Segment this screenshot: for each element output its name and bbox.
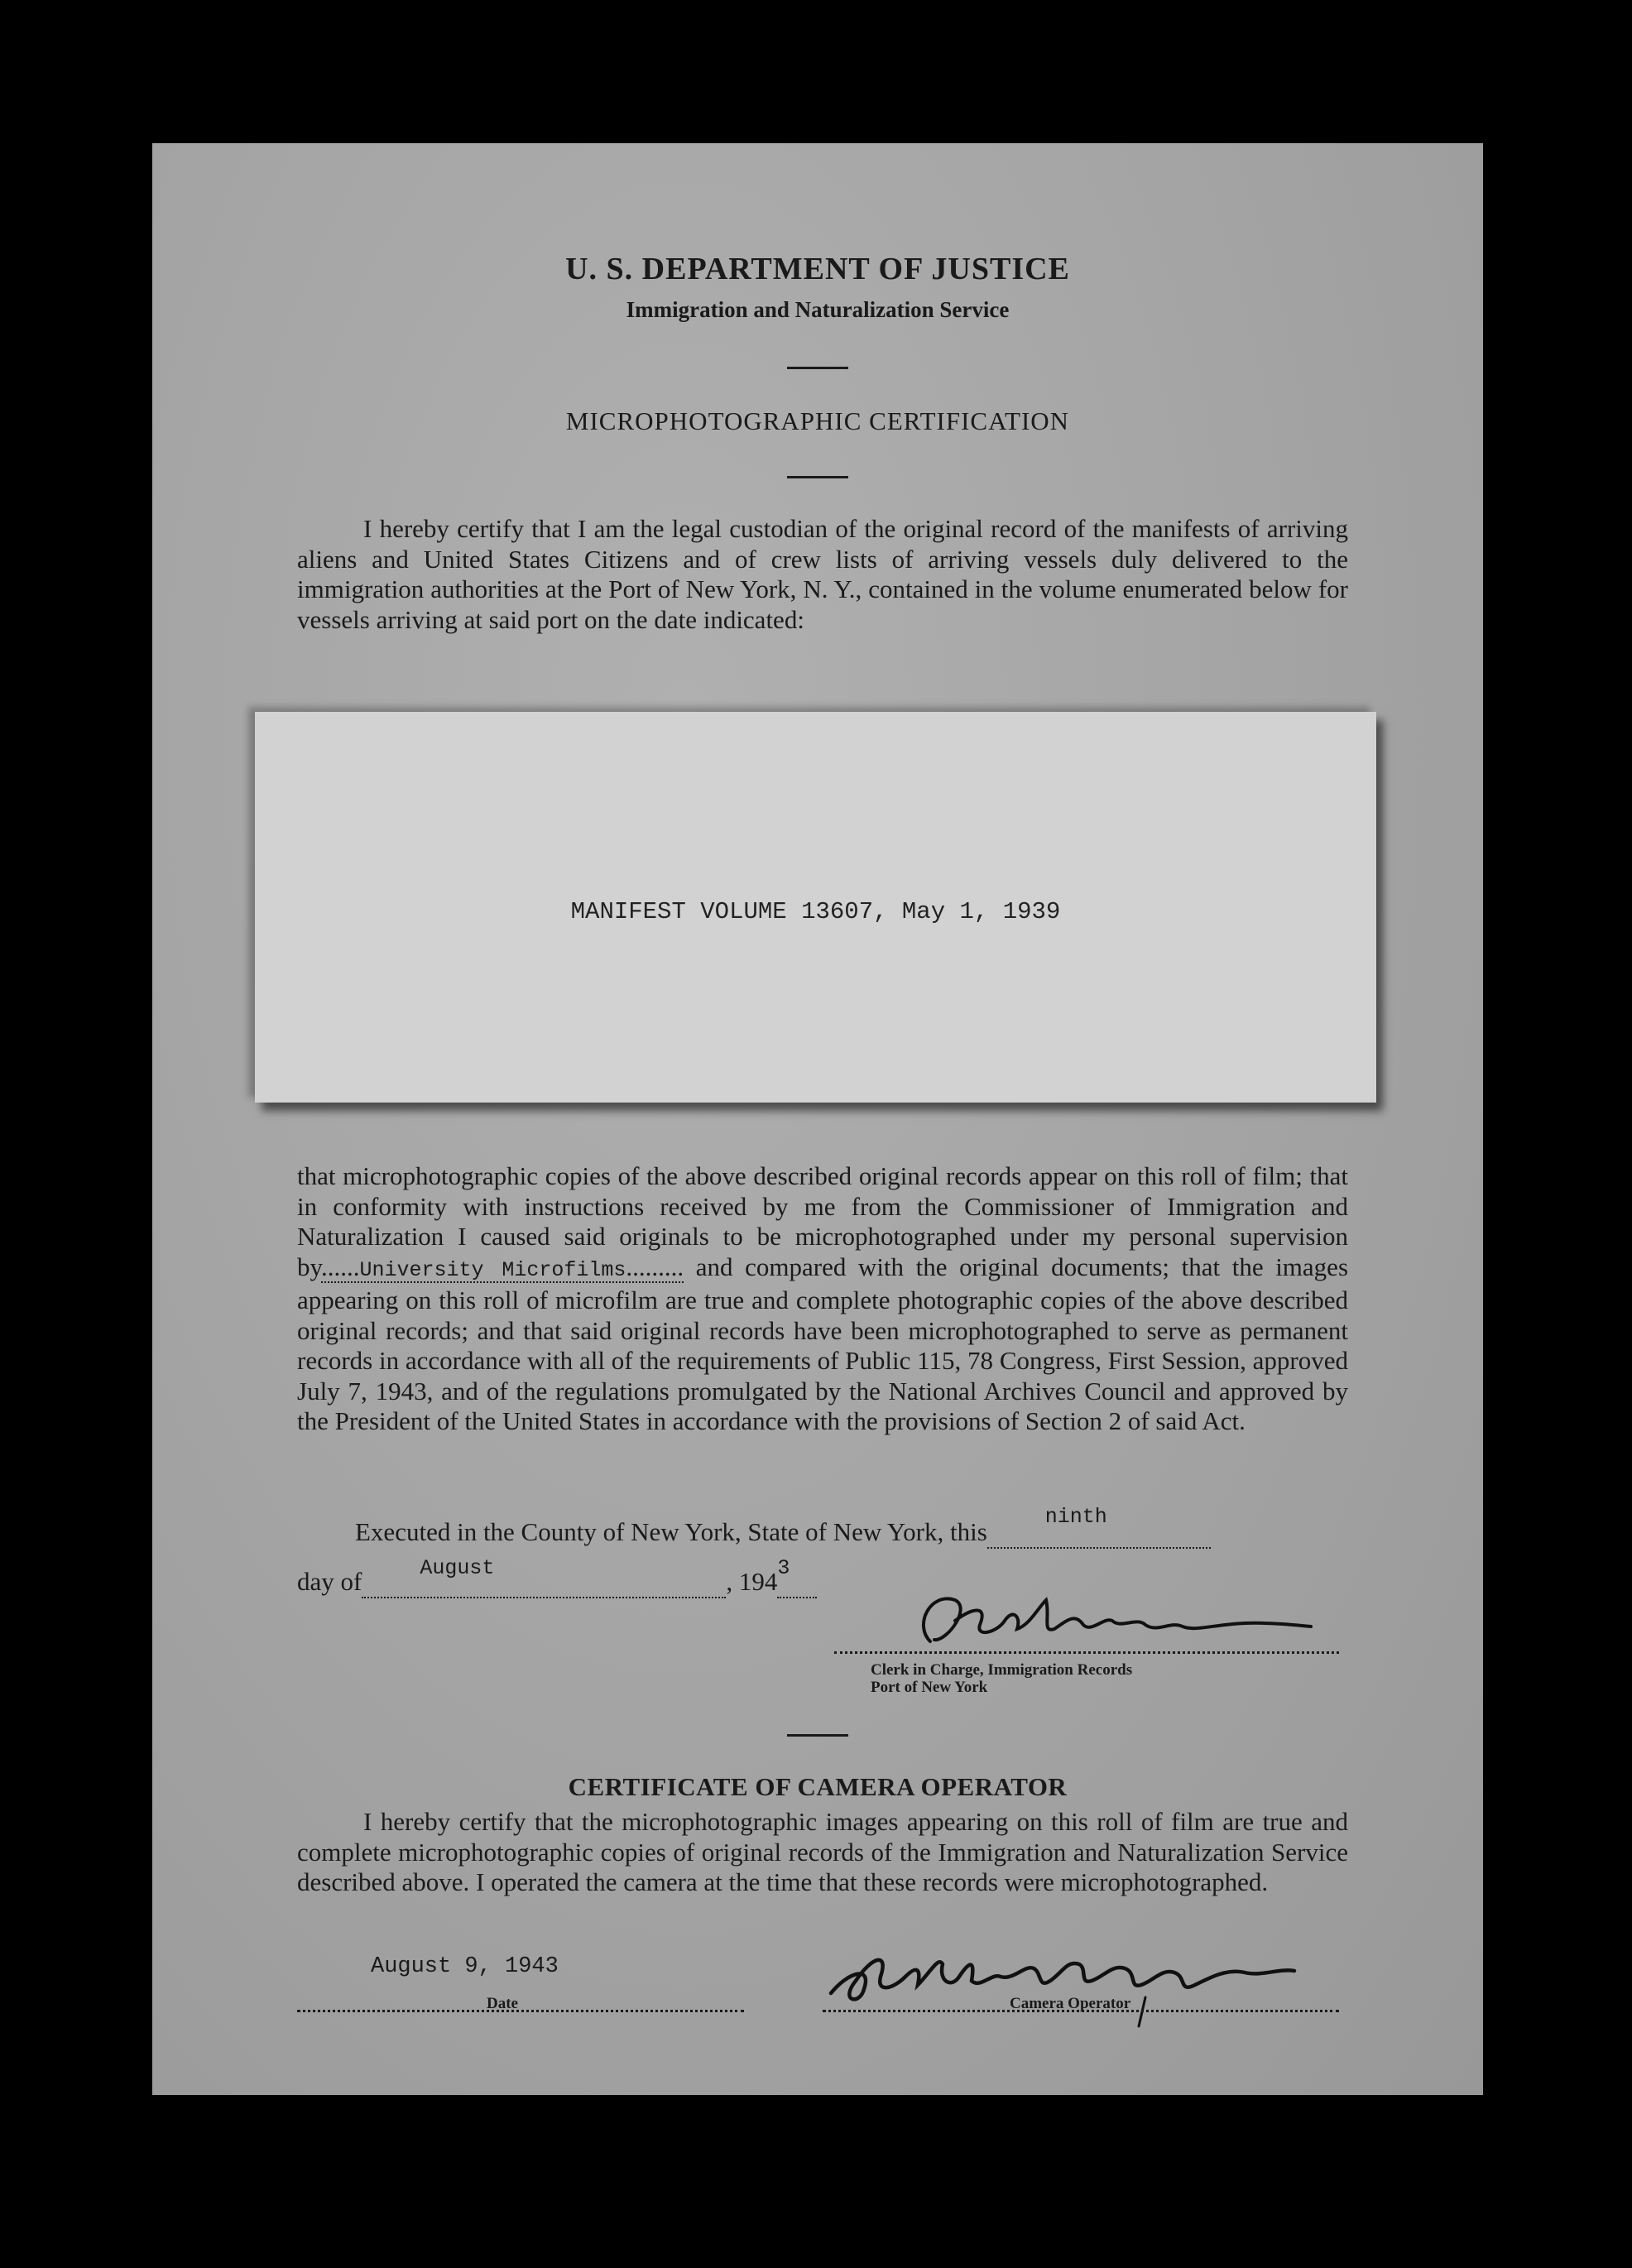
operator-date-caption: Date [487,1995,518,2012]
execution-prefix: Executed in the County of New York, State of New York, this [355,1517,987,1546]
camera-operator-caption: Camera Operator [1010,1995,1131,2012]
day-value: ninth [1044,1505,1107,1529]
certificate-sheet [152,143,1483,2095]
clerk-caption [871,1661,1132,1696]
certification-title: MICROPHOTOGRAPHIC CERTIFICATION [565,406,1070,435]
month-fill [362,1556,726,1598]
department-heading: U. S. DEPARTMENT OF JUSTICE [565,252,1070,286]
intro-paragraph: I hereby certify that I am the legal custodian of the original record of the manifests of arriving aliens and United States Citizens and of crew lists of arriving vessels duly delivered to the immigration authorities at the Port of New York, N. Y., contained in the volume enumerated below for vessels arriving at said port on the date indicated: [297,514,1348,634]
operator-date-line [297,1987,744,2012]
camera-operator-signature [814,1931,1327,2030]
service-subheading: Immigration and Naturalization Service [626,297,1010,322]
day-fill [987,1505,1211,1549]
operator-cert-title: CERTIFICATE OF CAMERA OPERATOR [568,1772,1068,1801]
execution-line [297,1505,1348,1549]
operator-cert-paragraph: I hereby certify that the microphotographic images appearing on this roll of film are true and complete microphotographic copies of original records of the Immigration and Naturalization Service described above. I operated the camera at the time that these records were microphotographed. [297,1807,1348,1896]
heading-divider [787,367,848,369]
manifest-volume-label: MANIFEST VOLUME 13607, May 1, 1939 [570,898,1061,925]
manifest-card [255,712,1376,1103]
operator-divider [787,1734,848,1737]
title-divider [787,476,848,478]
body-text-a: that microphotographic copies of the above described original records appear on this roll of film; that in conformity with instructions received by me from the Commissioner of Immigration and Naturalization I caused said originals to be microphotographed under my personal supervision by [297,1161,1348,1281]
operator-date-value: August 9, 1943 [371,1954,559,1979]
clerk-caption-line1: Clerk in Charge, Immigration Records [871,1661,1133,1679]
body-text-b: and compared with the original documents; that the images appearing on this roll of microfilm are true and complete photographic copies of the above described original records; and that said original records have been microphotographed to serve as permanent records in accordance with all of the requirements of Public 115, 78 Congress, First Session, approved July 7, 1943, and of the regulations promulgated by the National Archives Council and approved by the President of the United States in accordance with the provisions of Section 2 of said Act. [297,1252,1349,1435]
clerk-signature [897,1575,1327,1658]
body-paragraph [297,1161,1348,1437]
photographer-name: University Microfilms [359,1257,626,1282]
year-fill [777,1556,817,1598]
photographer-fill: ......University Microfilms......... [321,1252,684,1282]
year-suffix: 3 [777,1556,790,1580]
month-line: day of August , 194 3 [297,1567,1348,1598]
clerk-signature-line [834,1650,1339,1654]
year-prefix: 194 [738,1567,778,1596]
month-value: August [420,1556,495,1580]
day-of-label: day of [297,1567,362,1596]
clerk-caption-line2: Port of New York [871,1679,988,1696]
